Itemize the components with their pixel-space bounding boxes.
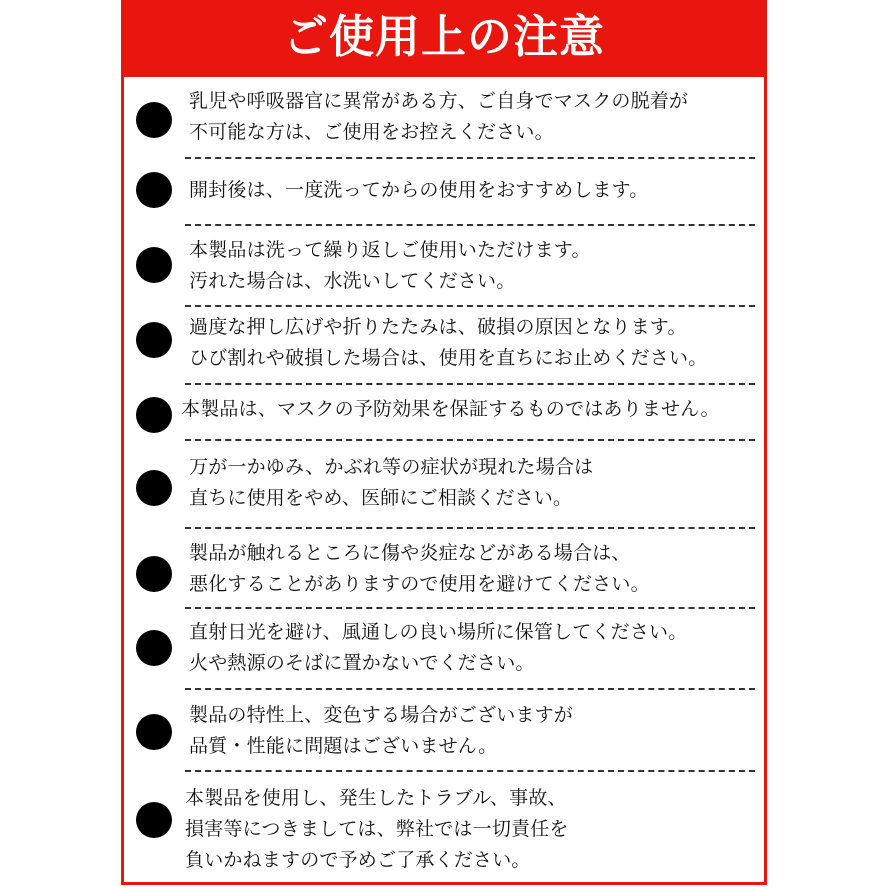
notice-item xyxy=(189,86,688,148)
notice-line: 過度な押し広げや折りたたみは、破損の原因となります。 xyxy=(189,316,687,338)
notice-item xyxy=(189,538,650,600)
notice-line: 品質・性能に問題はございません。 xyxy=(189,735,498,757)
notice-line: 万が一かゆみ、かぶれ等の症状が現れた場合は xyxy=(189,456,594,478)
bullet-dot-icon xyxy=(136,322,172,358)
bullet-dot-icon xyxy=(136,556,172,592)
bullet-dot-icon xyxy=(136,802,172,838)
notice-item xyxy=(189,175,648,206)
notice-item xyxy=(181,394,720,425)
notice-title: ご使用上の注意 xyxy=(282,10,605,63)
notice-line: 汚れた場合は、水洗いしてください。 xyxy=(189,270,516,292)
dashed-separator xyxy=(185,527,755,529)
dashed-separator xyxy=(185,383,755,385)
bullet-dot-icon xyxy=(136,172,172,208)
bullet-dot-icon xyxy=(136,714,172,750)
notice-item xyxy=(189,312,707,374)
dashed-separator xyxy=(185,770,755,772)
notice-line: 開封後は、一度洗ってからの使用をおすすめします。 xyxy=(189,179,649,201)
notice-line: 負いかねますので予めご了承ください。 xyxy=(185,849,531,871)
notice-line: 不可能な方は、ご使用をお控えください。 xyxy=(189,121,554,143)
notice-item xyxy=(185,783,569,876)
notice-header xyxy=(121,0,767,77)
bullet-dot-icon xyxy=(136,397,172,433)
dashed-separator xyxy=(185,224,755,226)
notice-line: 本製品は洗って繰り返しご使用いただけます。 xyxy=(189,239,591,261)
dashed-separator xyxy=(185,607,755,609)
notice-line: 本製品を使用し、発生したトラブル、事故、 xyxy=(185,787,567,809)
bullet-dot-icon xyxy=(136,470,172,506)
notice-item xyxy=(189,700,573,762)
notice-item xyxy=(189,235,591,297)
notice-item xyxy=(189,617,687,679)
notice-line: 製品が触れるところに傷や炎症などがある場合は、 xyxy=(189,542,631,564)
notice-line: 本製品は、マスクの予防効果を保証するものではありません。 xyxy=(181,398,720,420)
notice-line: ひび割れや破損した場合は、使用を直ちにお止めください。 xyxy=(189,347,708,369)
notice-line: 乳児や呼吸器官に異常がある方、ご自身でマスクの脱着が xyxy=(189,90,689,112)
dashed-separator xyxy=(185,157,755,159)
bullet-dot-icon xyxy=(136,247,172,283)
dashed-separator xyxy=(185,305,755,307)
notice-line: 直ちに使用をやめ、医師にご相談ください。 xyxy=(189,487,573,509)
dashed-separator xyxy=(185,688,755,690)
notice-line: 直射日光を避け、風通しの良い場所に保管してください。 xyxy=(189,621,688,643)
notice-line: 製品の特性上、変色する場合がございますが xyxy=(189,704,574,726)
bullet-dot-icon xyxy=(136,630,172,666)
notice-line: 火や熱源のそばに置かないでください。 xyxy=(189,652,535,674)
notice-line: 損害等につきましては、弊社では一切責任を xyxy=(185,818,569,840)
bullet-dot-icon xyxy=(136,102,172,138)
notice-line: 悪化することがありますので使用を避けてください。 xyxy=(189,573,650,595)
notice-item xyxy=(189,452,593,514)
dashed-separator xyxy=(185,439,755,441)
